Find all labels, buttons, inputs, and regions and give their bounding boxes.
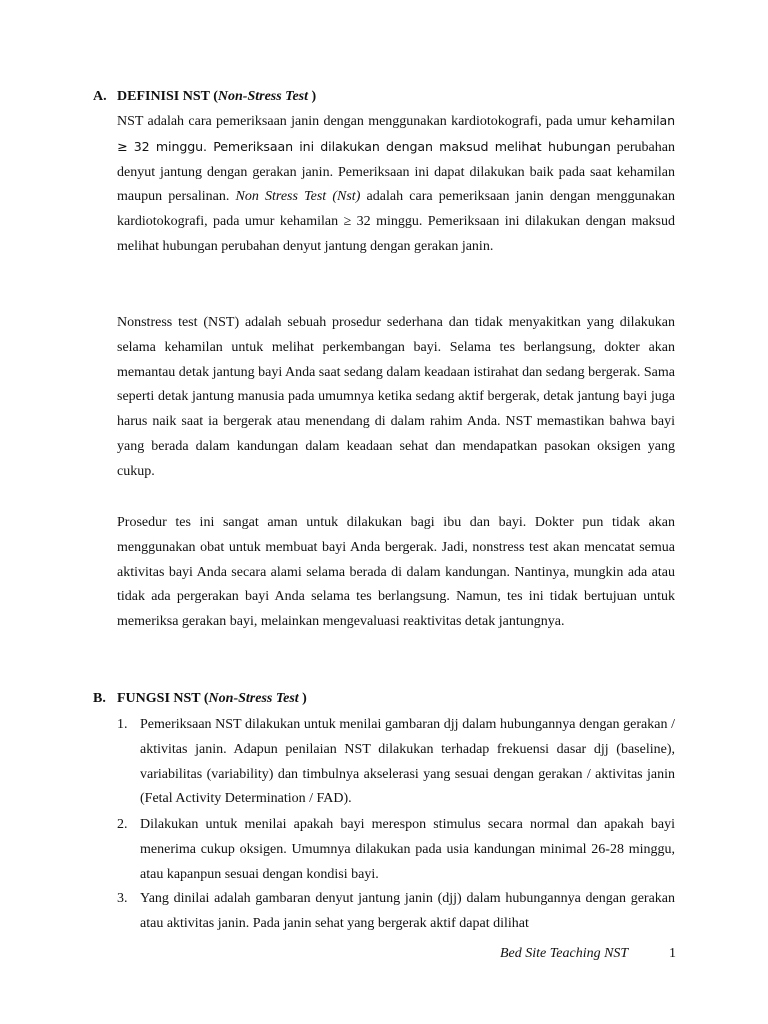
page-footer [500, 944, 676, 964]
page-number: 1 [669, 946, 676, 961]
section-a-heading [93, 88, 316, 106]
section-a-paragraph-3: Prosedur tes ini sangat aman untuk dilakukan bagi ibu dan bayi. Dokter pun tidak akan menggunakan obat untuk membuat bayi Anda bergerak. Jadi, nonstress test akan mencatat semua aktivitas bayi Anda secara alami selama berada di dalam kandungan. Nantinya, mungkin ada atau tidak ada pergerakan bayi Anda selama tes berlangsung. Namun, tes ini tidak bertujuan untuk memeriksa gerakan bayi, melainkan mengevaluasi reaktivitas detak jantungnya. [117, 515, 675, 630]
section-a-letter: A. [93, 89, 107, 104]
p1-part1: NST adalah cara pemeriksaan janin dengan menggunakan kardiotokografi, pada umur [117, 114, 611, 129]
list-item-text: Dilakukan untuk menilai apakah bayi merespon stimulus secara normal dan apakah bayi menerima cukup oksigen. Umumnya dilakukan pada usia kandungan minimal 26-28 minggu, atau kapanpun sesuai dengan kondisi bayi. [140, 817, 675, 882]
list-item [117, 887, 675, 937]
p1-part2: kehamilan ≥ 32 minggu. Pemeriksaan ini dilakukan dengan maksud melihat hubungan [117, 113, 675, 154]
list-item-number: 3. [117, 891, 128, 906]
section-b-letter: B. [93, 691, 106, 706]
p1-italic: Non Stress Test (Nst) [235, 189, 361, 205]
list-item-number: 2. [117, 817, 128, 832]
section-a-title-end: ) [308, 89, 317, 104]
section-b-heading [93, 690, 307, 708]
section-b-title-italic: Non-Stress Test [208, 691, 299, 706]
section-a-title-italic: Non-Stress Test [217, 89, 309, 104]
section-b-title: FUNGSI NST ( [117, 691, 209, 706]
list-item [117, 813, 675, 887]
list-item [117, 713, 675, 812]
section-a-title: DEFINISI NST ( [117, 89, 218, 104]
section-b-title-end: ) [298, 691, 307, 706]
p1-part3: perubahan denyut jantung dengan gerakan janin. Pemeriksaan ini dapat dilakukan baik pada saat kehamilan maupun persalinan. [117, 139, 675, 205]
list-item-number: 1. [117, 717, 128, 732]
p1-part4: adalah cara pemeriksaan janin dengan menggunakan kardiotokografi, pada umur kehamilan ≥ 32 minggu. Pemeriksaan ini dilakukan dengan maksud melihat hubungan perubahan denyut jantung dengan gerakan janin. [117, 189, 675, 254]
list-item-text: Yang dinilai adalah gambaran denyut jantung janin (djj) dalam hubungannya dengan gerakan atau aktivitas janin. Pada janin sehat yang bergerak aktif dapat dilihat [140, 891, 675, 931]
footer-label: Bed Site Teaching NST [500, 946, 629, 961]
section-a-paragraph-2: Nonstress test (NST) adalah sebuah prosedur sederhana dan tidak menyakitkan yang dilakukan selama kehamilan untuk melihat perkembangan bayi. Selama tes berlangsung, dokter akan memantau detak jantung bayi Anda saat sedang dalam keadaan istirahat dan sedang bergerak. Sama seperti detak jantung manusia pada umumnya ketika sedang aktif bergerak, detak jantung bayi juga harus naik saat ia bergerak atau menendang di dalam rahim Anda. NST memastikan bahwa bayi yang berada dalam kandungan dalam keadaan sehat dan mendapatkan pasokan oksigen yang cukup. [117, 315, 675, 479]
list-item-text: Pemeriksaan NST dilakukan untuk menilai gambaran djj dalam hubungannya dengan gerakan / aktivitas janin. Adapun penilaian NST dilakukan terhadap frekuensi dasar djj (baseline), variabilitas (variability) dan timbulnya akselerasi yang sesuai dengan gerakan / aktivitas janin (Fetal Activity Determination / FAD). [140, 717, 675, 807]
section-a-paragraph-1 [117, 109, 675, 260]
